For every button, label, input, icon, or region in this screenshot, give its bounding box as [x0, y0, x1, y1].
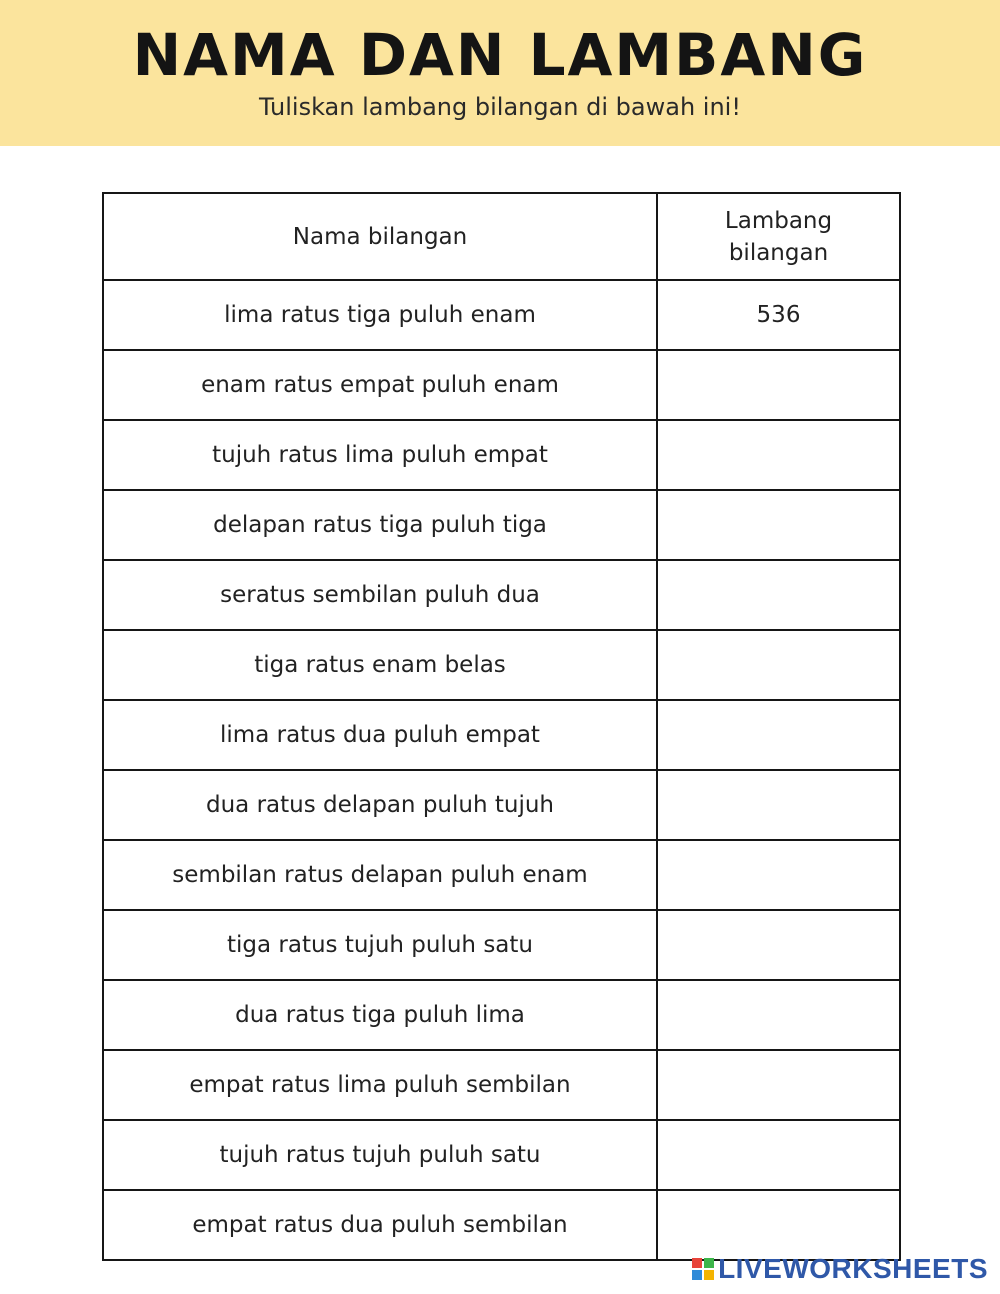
number-symbol-cell[interactable]: 536: [657, 280, 900, 350]
number-symbol-cell[interactable]: [657, 770, 900, 840]
number-symbol-cell[interactable]: [657, 490, 900, 560]
column-header-symbol: [657, 193, 900, 280]
logo-square: [704, 1258, 714, 1268]
table-row: [103, 910, 900, 980]
number-symbol-cell[interactable]: [657, 560, 900, 630]
liveworksheets-logo-icon: [692, 1258, 714, 1280]
number-name-cell: dua ratus tiga puluh lima: [103, 980, 657, 1050]
number-symbol-cell[interactable]: [657, 350, 900, 420]
column-header-name: Nama bilangan: [103, 193, 657, 280]
number-name-cell: tiga ratus enam belas: [103, 630, 657, 700]
worksheet-table: [102, 192, 901, 1261]
logo-square: [692, 1258, 702, 1268]
table-row: [103, 980, 900, 1050]
table-header-row: [103, 193, 900, 280]
table-row: [103, 420, 900, 490]
table-row: [103, 840, 900, 910]
table-row: [103, 700, 900, 770]
number-name-cell: tujuh ratus lima puluh empat: [103, 420, 657, 490]
number-symbol-cell[interactable]: [657, 980, 900, 1050]
column-header-symbol-line1: Lambang: [724, 207, 833, 234]
table-row: [103, 490, 900, 560]
page-title: NAMA DAN LAMBANG: [132, 21, 868, 89]
number-symbol-cell[interactable]: [657, 420, 900, 490]
table-row: [103, 350, 900, 420]
number-name-cell: seratus sembilan puluh dua: [103, 560, 657, 630]
number-name-cell: tiga ratus tujuh puluh satu: [103, 910, 657, 980]
table-body: [103, 280, 900, 1260]
number-name-cell: empat ratus dua puluh sembilan: [103, 1190, 657, 1260]
table-row: [103, 770, 900, 840]
number-symbol-cell[interactable]: [657, 1120, 900, 1190]
number-symbol-cell[interactable]: [657, 840, 900, 910]
number-name-cell: delapan ratus tiga puluh tiga: [103, 490, 657, 560]
number-symbol-cell[interactable]: [657, 630, 900, 700]
logo-square: [692, 1270, 702, 1280]
number-name-cell: tujuh ratus tujuh puluh satu: [103, 1120, 657, 1190]
table-row: [103, 1050, 900, 1120]
table-row: [103, 280, 900, 350]
number-name-cell: lima ratus dua puluh empat: [103, 700, 657, 770]
brand-name: LIVEWORKSHEETS: [718, 1253, 988, 1284]
header-banner: [0, 0, 1000, 146]
table-row: [103, 560, 900, 630]
number-symbol-cell[interactable]: [657, 1190, 900, 1260]
number-symbol-cell[interactable]: [657, 1050, 900, 1120]
instruction-subtitle: Tuliskan lambang bilangan di bawah ini!: [259, 93, 741, 121]
number-name-cell: lima ratus tiga puluh enam: [103, 280, 657, 350]
number-name-cell: enam ratus empat puluh enam: [103, 350, 657, 420]
number-name-cell: sembilan ratus delapan puluh enam: [103, 840, 657, 910]
table-row: [103, 630, 900, 700]
logo-square: [704, 1270, 714, 1280]
number-symbol-cell[interactable]: [657, 910, 900, 980]
column-header-symbol-line2: bilangan: [728, 239, 829, 266]
number-symbol-cell[interactable]: [657, 700, 900, 770]
brand-footer: [692, 1254, 988, 1284]
table-row: [103, 1190, 900, 1260]
number-name-cell: empat ratus lima puluh sembilan: [103, 1050, 657, 1120]
number-name-cell: dua ratus delapan puluh tujuh: [103, 770, 657, 840]
table-row: [103, 1120, 900, 1190]
